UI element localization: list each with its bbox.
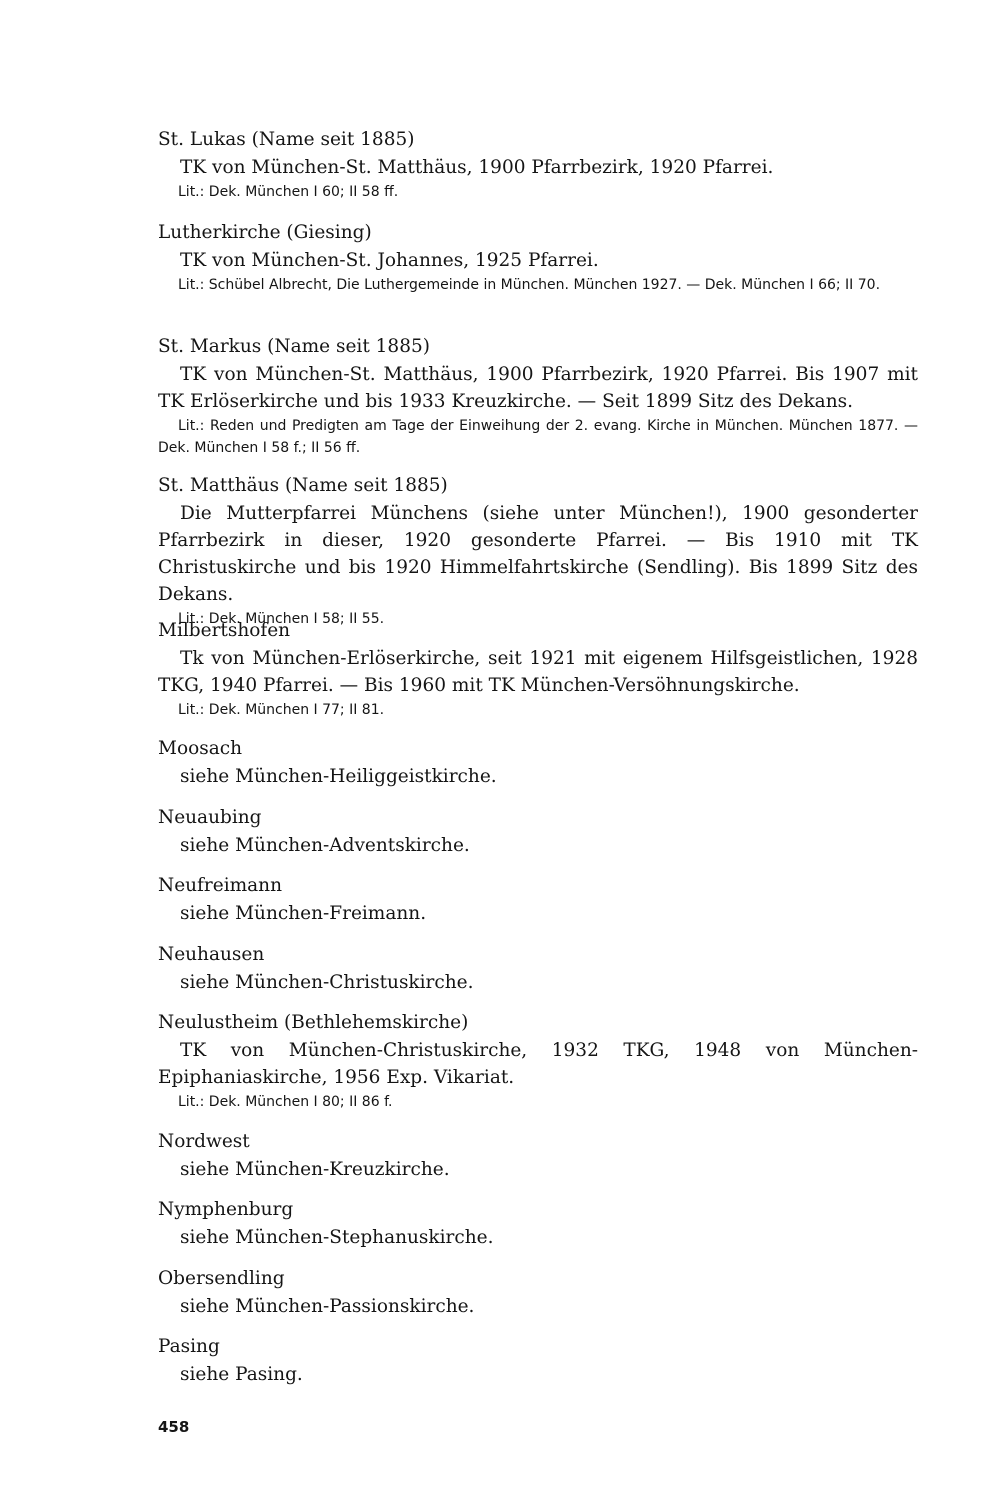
entry-text: siehe München-Stephanuskirche. [180, 1227, 494, 1248]
entry-text: TK von München-Christuskirche, 1932 TKG, 1948 von München-Epiphaniaskirche, 1956 Exp. Vikariat. [158, 1040, 918, 1088]
entry-pasing [158, 1333, 918, 1388]
entry-st-markus [158, 333, 918, 459]
entry-literature: Lit.: Schübel Albrecht, Die Luthergemeinde in München. München 1927. — Dek. München I 66; II 70. [178, 277, 881, 293]
entry-nordwest [158, 1128, 918, 1183]
entry-nymphenburg [158, 1196, 918, 1251]
entry-text: TK von München-St. Matthäus, 1900 Pfarrbezirk, 1920 Pfarrei. [180, 157, 774, 178]
entry-st-lukas [158, 126, 918, 203]
entry-neuhausen [158, 941, 918, 996]
entry-heading: St. Markus (Name seit 1885) [158, 336, 430, 357]
entry-heading: St. Lukas (Name seit 1885) [158, 129, 415, 150]
entry-heading: Neulustheim (Bethlehemskirche) [158, 1012, 469, 1033]
entry-text: siehe München-Passionskirche. [180, 1296, 475, 1317]
entry-milbertshofen [158, 617, 918, 721]
entry-heading: Pasing [158, 1336, 220, 1357]
entry-lutherkirche [158, 219, 918, 296]
page-number: 458 [158, 1418, 190, 1436]
entry-heading: Nordwest [158, 1131, 250, 1152]
entry-heading: Lutherkirche (Giesing) [158, 222, 372, 243]
entry-neufreimann [158, 872, 918, 927]
entry-literature: Lit.: Dek. München I 58; II 55. [178, 611, 385, 627]
entry-text: siehe München-Freimann. [180, 903, 427, 924]
entry-text: TK von München-St. Johannes, 1925 Pfarrei. [180, 250, 599, 271]
entry-text: siehe Pasing. [180, 1364, 303, 1385]
entry-heading: Neuaubing [158, 807, 262, 828]
entry-literature: Lit.: Dek. München I 77; II 81. [178, 702, 385, 718]
entry-text: siehe München-Heiliggeistkirche. [180, 766, 497, 787]
entry-text: TK von München-St. Matthäus, 1900 Pfarrbezirk, 1920 Pfarrei. Bis 1907 mit TK Erlöserkirche und bis 1933 Kreuzkirche. — Seit 1899 Sitz des Dekans. [158, 364, 918, 412]
entry-text: siehe München-Adventskirche. [180, 835, 470, 856]
entry-obersendling [158, 1265, 918, 1320]
entry-literature: Lit.: Dek. München I 60; II 58 ff. [178, 184, 399, 200]
entry-text: Die Mutterpfarrei Münchens (siehe unter München!), 1900 gesonderter Pfarrbezirk in dieser, 1920 gesonderte Pfarrei. — Bis 1910 mit TK Christuskirche und bis 1920 Himmelfahrtskirche (Sendling). Bis 1899 Sitz des Dekans. [158, 503, 918, 605]
entry-st-matthaeus [158, 472, 918, 630]
entry-text: Tk von München-Erlöserkirche, seit 1921 mit eigenem Hilfsgeistlichen, 1928 TKG, 1940 Pfarrei. — Bis 1960 mit TK München-Versöhnungskirche. [158, 648, 918, 696]
entry-heading: Obersendling [158, 1268, 285, 1289]
entry-moosach [158, 735, 918, 790]
entry-heading: Nymphenburg [158, 1199, 294, 1220]
entry-heading: Milbertshofen [158, 620, 291, 641]
entry-literature: Lit.: Dek. München I 80; II 86 f. [178, 1094, 393, 1110]
entry-heading: Neufreimann [158, 875, 283, 896]
entry-text: siehe München-Kreuzkirche. [180, 1159, 450, 1180]
entry-literature: Lit.: Reden und Predigten am Tage der Einweihung der 2. evang. Kirche in München. München 1877. — Dek. München I 58 f.; II 56 ff. [158, 418, 918, 456]
entry-heading: St. Matthäus (Name seit 1885) [158, 475, 448, 496]
entry-text: siehe München-Christuskirche. [180, 972, 474, 993]
entry-neulustheim [158, 1009, 918, 1113]
entry-heading: Moosach [158, 738, 243, 759]
entry-heading: Neuhausen [158, 944, 265, 965]
entry-neuaubing [158, 804, 918, 859]
